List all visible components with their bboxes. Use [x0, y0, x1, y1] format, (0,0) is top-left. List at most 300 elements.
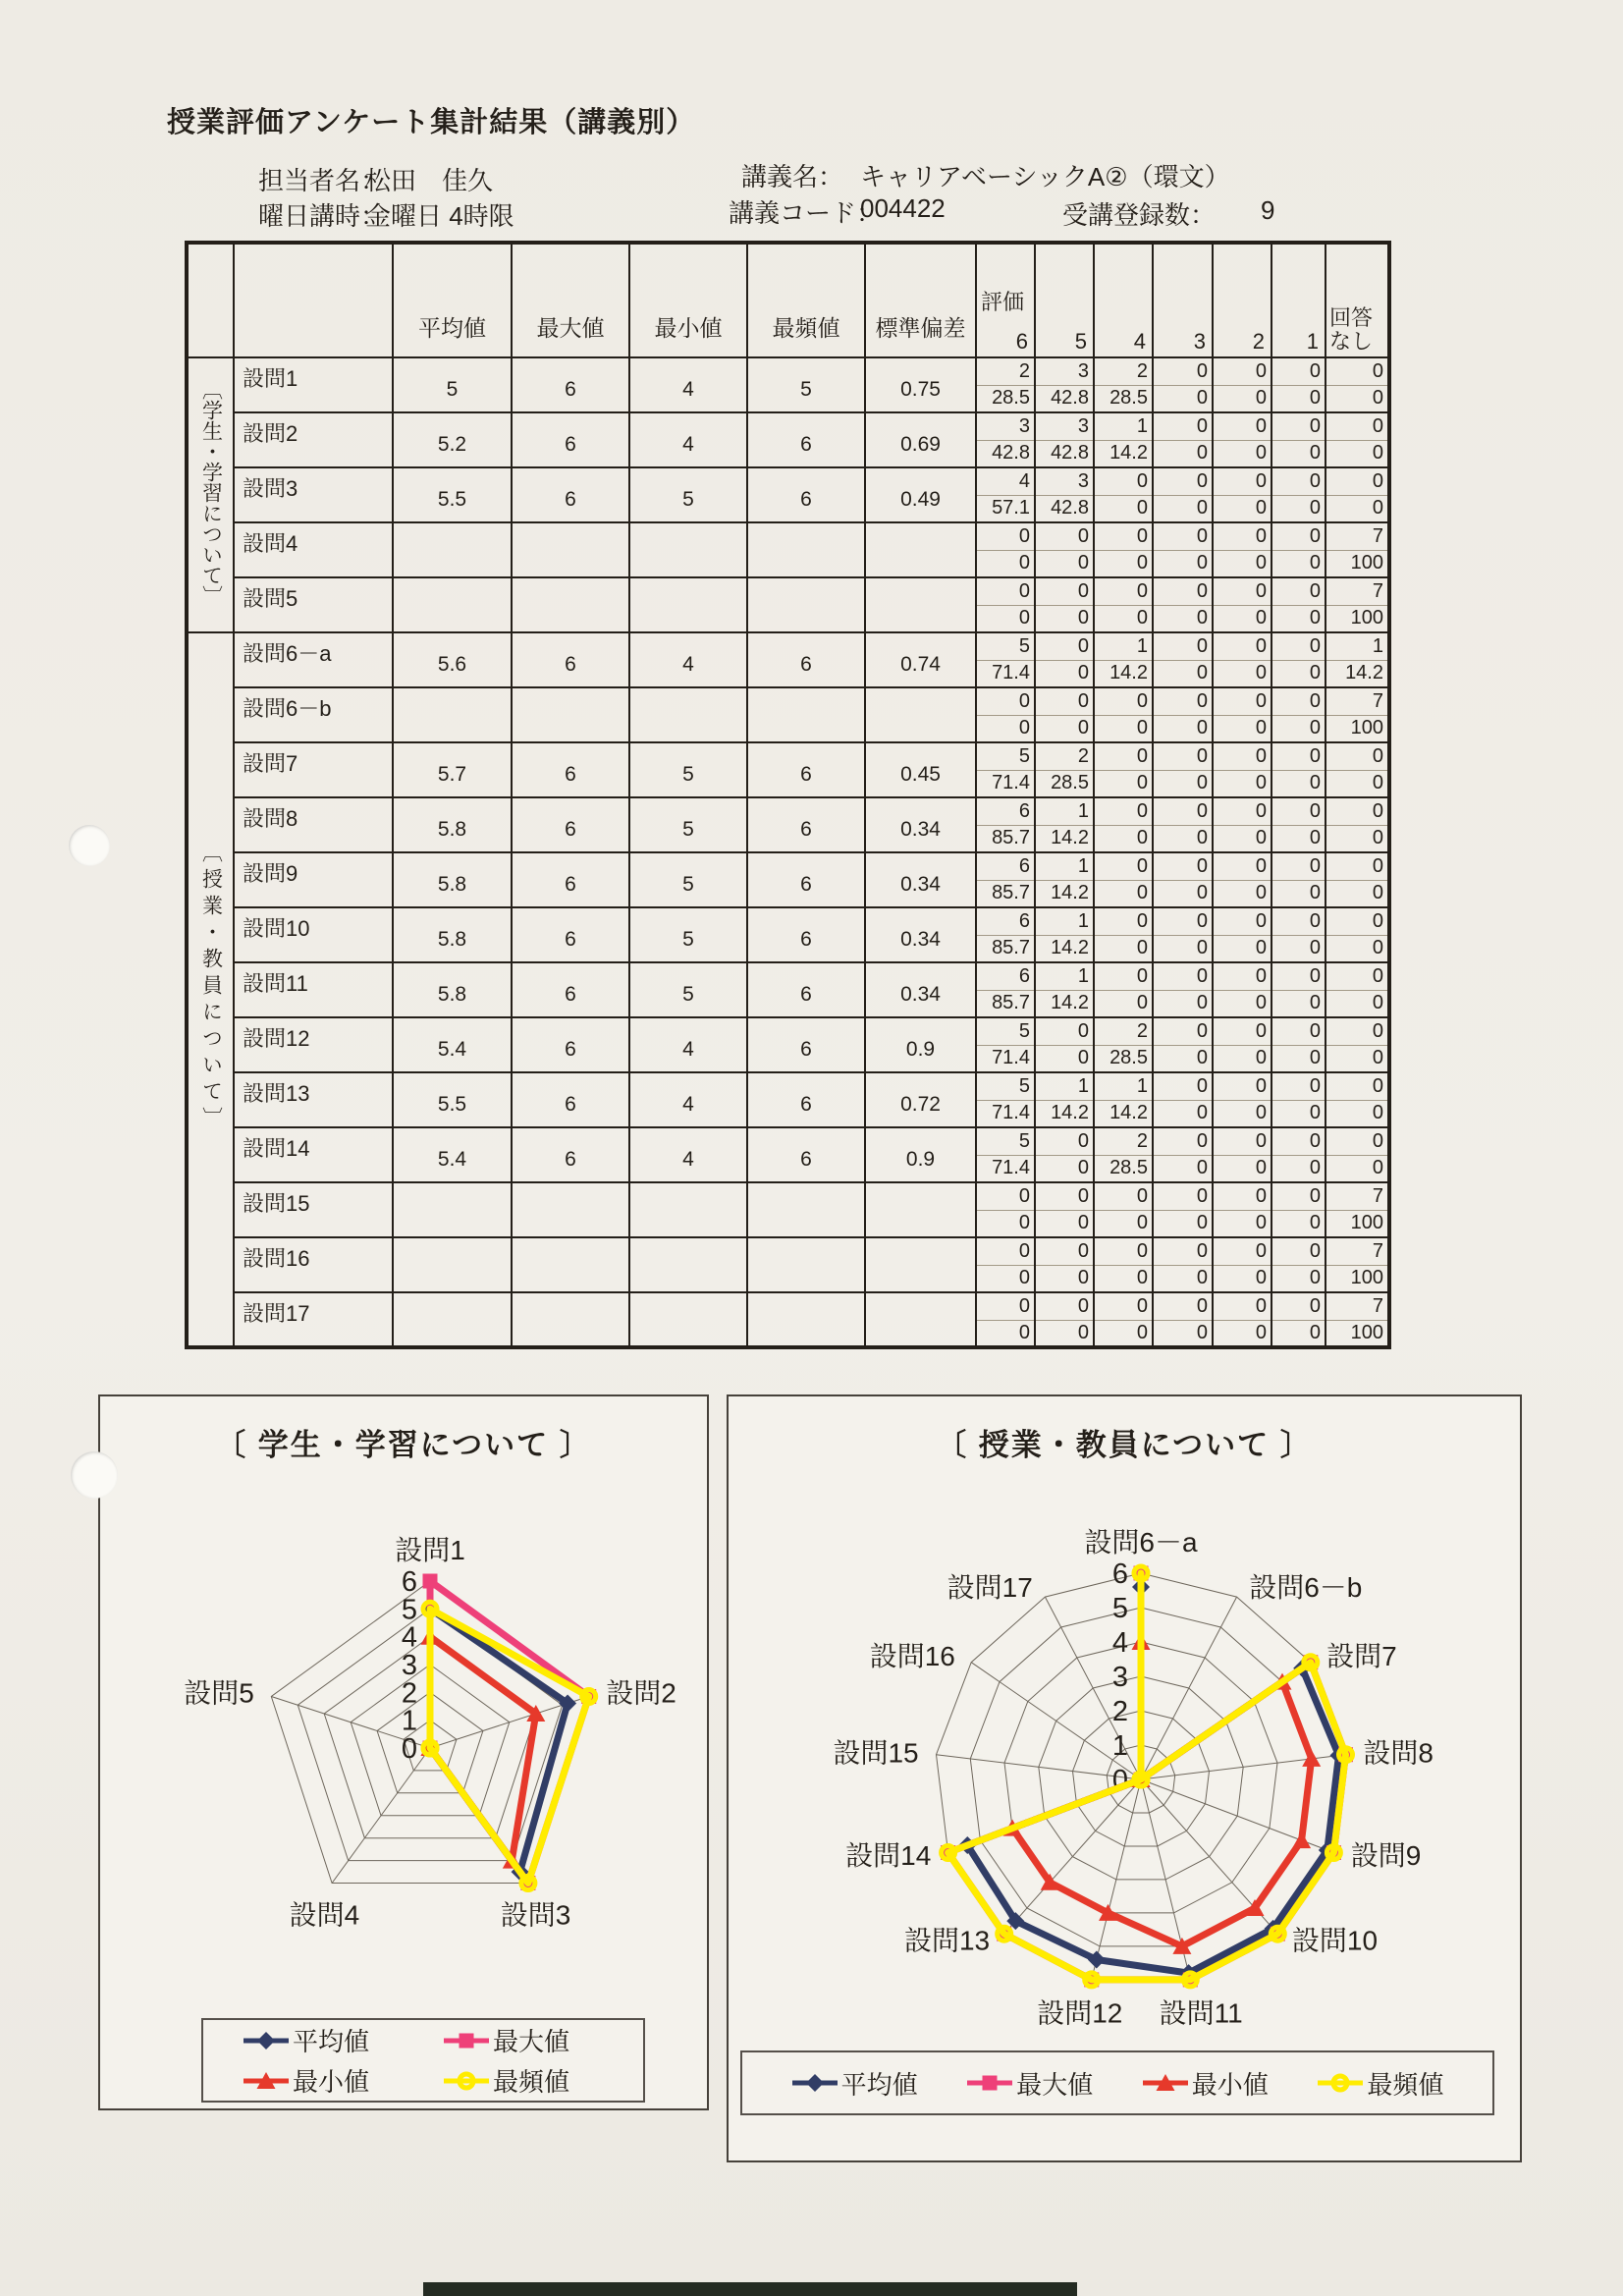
percent-cell: 0: [1094, 1320, 1153, 1347]
stat-cell: 6: [512, 962, 629, 1017]
svg-text:2: 2: [401, 1677, 417, 1710]
svg-text:5: 5: [1111, 1593, 1128, 1624]
legend-label: 平均値: [840, 2069, 918, 2100]
count-cell: 0: [1213, 1237, 1271, 1265]
count-cell: 0: [1213, 907, 1271, 935]
percent-cell: 0: [1213, 990, 1271, 1017]
percent-cell: 0: [1213, 935, 1271, 962]
percent-cell: 0: [1325, 495, 1389, 522]
question-label: 設問4: [234, 522, 393, 577]
question-label: 設問12: [234, 1017, 393, 1072]
percent-cell: 0: [1153, 1320, 1213, 1347]
table-row: [187, 1237, 1389, 1265]
stat-cell: 6: [512, 632, 629, 687]
legend-label: 最頻値: [1367, 2069, 1444, 2100]
stat-cell: 6: [512, 907, 629, 962]
percent-cell: 0: [1094, 1265, 1153, 1292]
percent-cell: 0: [1213, 770, 1271, 797]
count-cell: 0: [1035, 1017, 1094, 1045]
count-cell: 0: [1271, 357, 1325, 385]
percent-cell: 100: [1325, 605, 1389, 632]
score-header: 4: [1094, 243, 1153, 357]
percent-cell: 0: [1325, 770, 1389, 797]
svg-text:0: 0: [401, 1733, 417, 1765]
percent-cell: 0: [1271, 605, 1325, 632]
stat-cell: 6: [512, 852, 629, 907]
percent-cell: 0: [1213, 440, 1271, 467]
svg-text:5: 5: [401, 1594, 417, 1626]
legend-marker-icon: [966, 2073, 1013, 2093]
stat-cell: [747, 1182, 865, 1237]
question-label: 設問2: [234, 412, 393, 467]
percent-cell: 0: [1271, 990, 1325, 1017]
stat-cell: 6: [512, 742, 629, 797]
percent-cell: 0: [1153, 935, 1213, 962]
stat-cell: [393, 1292, 512, 1347]
legend-label: 最大値: [493, 2027, 570, 2056]
chart-title-students: 〔 学生・学習について 〕: [215, 1428, 592, 1462]
table-row: [187, 412, 1389, 440]
percent-cell: 0: [1213, 1210, 1271, 1237]
stat-cell: [629, 1237, 747, 1292]
count-cell: 7: [1325, 1182, 1389, 1210]
legend-marker-icon: [791, 2073, 839, 2093]
count-cell: 0: [1213, 412, 1271, 440]
svg-text:設問6－b: 設問6－b: [1249, 1572, 1363, 1604]
stat-cell: 6: [512, 467, 629, 522]
chart-box-students: [98, 1394, 709, 2110]
percent-cell: 0: [1271, 1320, 1325, 1347]
percent-cell: 14.2: [1035, 935, 1094, 962]
percent-cell: 0: [976, 550, 1035, 577]
stat-cell: 0.34: [865, 852, 976, 907]
count-cell: 5: [976, 632, 1035, 660]
percent-cell: 0: [1094, 880, 1153, 907]
count-cell: 2: [1094, 1127, 1153, 1155]
percent-cell: 14.2: [1035, 1100, 1094, 1127]
hole-punch: [71, 1451, 118, 1499]
stat-cell: [629, 522, 747, 577]
chart-legend-students: [201, 2018, 645, 2103]
count-cell: 0: [1094, 577, 1153, 605]
count-cell: 5: [976, 1017, 1035, 1045]
stat-cell: [865, 522, 976, 577]
percent-cell: 0: [1325, 1045, 1389, 1072]
percent-cell: 28.5: [1094, 1045, 1153, 1072]
percent-cell: 0: [1035, 715, 1094, 742]
count-cell: 0: [1213, 357, 1271, 385]
table-row: [187, 742, 1389, 770]
count-cell: 0: [1325, 357, 1389, 385]
count-cell: 7: [1325, 522, 1389, 550]
stat-cell: 5: [747, 357, 865, 412]
count-cell: 0: [976, 577, 1035, 605]
percent-cell: 71.4: [976, 660, 1035, 687]
percent-cell: 14.2: [1094, 440, 1153, 467]
percent-cell: 0: [1094, 550, 1153, 577]
table-row: [187, 577, 1389, 605]
percent-cell: 0: [1213, 385, 1271, 412]
stat-header: 最小値: [629, 243, 747, 357]
svg-text:設問7: 設問7: [1326, 1641, 1397, 1671]
day-value: 金曜日 4時限: [365, 201, 514, 231]
stat-cell: 5.8: [393, 797, 512, 852]
count-cell: 0: [1213, 467, 1271, 495]
count-cell: 0: [976, 1182, 1035, 1210]
stat-cell: 6: [747, 742, 865, 797]
count-cell: 0: [1035, 687, 1094, 715]
table-row: [187, 962, 1389, 990]
question-label: 設問8: [234, 797, 393, 852]
stat-cell: 6: [512, 797, 629, 852]
count-cell: 0: [1213, 687, 1271, 715]
svg-text:1: 1: [1111, 1730, 1128, 1762]
percent-cell: 0: [1271, 1155, 1325, 1182]
percent-cell: 0: [1094, 990, 1153, 1017]
count-cell: 2: [976, 357, 1035, 385]
count-cell: 1: [1035, 962, 1094, 990]
percent-cell: 0: [1271, 1045, 1325, 1072]
count-cell: 6: [976, 907, 1035, 935]
percent-cell: 0: [1213, 1155, 1271, 1182]
percent-cell: 0: [1153, 715, 1213, 742]
count-cell: 0: [1325, 962, 1389, 990]
count-cell: 0: [976, 1237, 1035, 1265]
percent-cell: 0: [1213, 495, 1271, 522]
count-cell: 0: [1094, 1237, 1153, 1265]
question-label: 設問16: [234, 1237, 393, 1292]
enrolled-value: 9: [1261, 195, 1275, 225]
count-cell: 6: [976, 852, 1035, 880]
percent-cell: 71.4: [976, 1155, 1035, 1182]
stat-cell: 5.4: [393, 1127, 512, 1182]
svg-text:設問5: 設問5: [184, 1677, 254, 1709]
svg-text:設問2: 設問2: [606, 1677, 676, 1709]
svg-text:0: 0: [1111, 1765, 1128, 1796]
stat-cell: [393, 577, 512, 632]
svg-text:設問1: 設問1: [395, 1535, 465, 1565]
teacher-value: 松田 佳久: [365, 166, 494, 195]
count-cell: 0: [1094, 522, 1153, 550]
question-label: 設問3: [234, 467, 393, 522]
stat-cell: [629, 577, 747, 632]
table-row: [187, 467, 1389, 495]
count-cell: 0: [1271, 797, 1325, 825]
count-cell: 0: [1271, 632, 1325, 660]
table-row: [187, 1127, 1389, 1155]
legend-item: [243, 2022, 443, 2058]
stat-cell: 4: [629, 357, 747, 412]
count-cell: 7: [1325, 1292, 1389, 1320]
count-cell: 3: [976, 412, 1035, 440]
count-cell: 5: [976, 1127, 1035, 1155]
stat-cell: [512, 1237, 629, 1292]
table-row: [187, 907, 1389, 935]
legend-label: 最頻値: [493, 2067, 570, 2097]
table-row: [187, 632, 1389, 660]
percent-cell: 14.2: [1325, 660, 1389, 687]
count-cell: 0: [1213, 1127, 1271, 1155]
stat-cell: 6: [747, 962, 865, 1017]
count-cell: 1: [1094, 412, 1153, 440]
stat-cell: 6: [747, 467, 865, 522]
percent-cell: 0: [1153, 1210, 1213, 1237]
stat-cell: 4: [629, 412, 747, 467]
legend-item: [443, 2062, 643, 2099]
stat-cell: [865, 1182, 976, 1237]
legend-item: [243, 2062, 443, 2099]
percent-cell: 0: [1035, 1265, 1094, 1292]
question-label: 設問1: [234, 357, 393, 412]
percent-cell: 0: [1271, 825, 1325, 852]
percent-cell: 71.4: [976, 770, 1035, 797]
stat-cell: [747, 687, 865, 742]
count-cell: 0: [1271, 742, 1325, 770]
score-header: 1: [1271, 243, 1325, 357]
svg-text:設問4: 設問4: [289, 1899, 360, 1931]
count-cell: 0: [1153, 467, 1213, 495]
count-cell: 0: [1271, 1017, 1325, 1045]
count-cell: 1: [1094, 632, 1153, 660]
percent-cell: 0: [1271, 550, 1325, 577]
count-cell: 3: [1035, 412, 1094, 440]
stat-cell: 6: [512, 357, 629, 412]
percent-cell: 0: [1153, 880, 1213, 907]
percent-cell: 0: [1153, 385, 1213, 412]
count-cell: 0: [1153, 632, 1213, 660]
svg-text:4: 4: [1111, 1627, 1128, 1659]
percent-cell: 42.8: [1035, 385, 1094, 412]
count-cell: 1: [1035, 1072, 1094, 1100]
stat-cell: [512, 577, 629, 632]
percent-cell: 0: [1035, 1155, 1094, 1182]
stat-cell: 6: [512, 1072, 629, 1127]
percent-cell: 0: [1325, 825, 1389, 852]
percent-cell: 0: [1153, 990, 1213, 1017]
count-cell: 0: [1094, 797, 1153, 825]
percent-cell: 0: [1213, 550, 1271, 577]
percent-cell: 0: [1325, 440, 1389, 467]
count-cell: 0: [1325, 852, 1389, 880]
percent-cell: 0: [1094, 825, 1153, 852]
percent-cell: 0: [1271, 495, 1325, 522]
legend-label: 最大値: [1016, 2069, 1094, 2100]
count-cell: 0: [1213, 1017, 1271, 1045]
eval-score-header: 評価 6: [976, 243, 1035, 357]
percent-cell: 0: [1035, 1045, 1094, 1072]
stat-cell: [393, 522, 512, 577]
count-cell: 5: [976, 1072, 1035, 1100]
stat-cell: [747, 577, 865, 632]
percent-cell: 85.7: [976, 880, 1035, 907]
question-label: 設問11: [234, 962, 393, 1017]
count-cell: 0: [1213, 797, 1271, 825]
count-cell: 0: [1325, 467, 1389, 495]
percent-cell: 0: [1094, 605, 1153, 632]
percent-cell: 85.7: [976, 990, 1035, 1017]
count-cell: 1: [1035, 852, 1094, 880]
stat-cell: 4: [629, 632, 747, 687]
percent-cell: 0: [1325, 1100, 1389, 1127]
count-cell: 0: [1271, 962, 1325, 990]
stat-cell: 6: [747, 412, 865, 467]
percent-cell: 28.5: [976, 385, 1035, 412]
legend-marker-icon: [1142, 2073, 1189, 2093]
count-cell: 0: [1153, 1072, 1213, 1100]
count-cell: 0: [1271, 522, 1325, 550]
svg-text:設問11: 設問11: [1159, 1997, 1243, 2029]
table-row: [187, 1182, 1389, 1210]
legend-marker-icon: [243, 2071, 290, 2091]
count-cell: 0: [1153, 412, 1213, 440]
percent-cell: 0: [1213, 1265, 1271, 1292]
count-cell: 2: [1035, 742, 1094, 770]
percent-cell: 0: [1153, 550, 1213, 577]
stat-cell: 0.49: [865, 467, 976, 522]
stat-cell: 5: [629, 742, 747, 797]
percent-cell: 0: [1271, 440, 1325, 467]
stat-cell: 0.9: [865, 1127, 976, 1182]
percent-cell: 0: [976, 1265, 1035, 1292]
count-cell: 0: [976, 1292, 1035, 1320]
stat-cell: 5.6: [393, 632, 512, 687]
stat-cell: 5: [629, 852, 747, 907]
percent-cell: 0: [976, 715, 1035, 742]
stat-cell: 4: [629, 1072, 747, 1127]
count-cell: 0: [1094, 962, 1153, 990]
percent-cell: 0: [1271, 935, 1325, 962]
svg-text:設問12: 設問12: [1037, 1997, 1123, 2029]
stat-cell: [747, 1237, 865, 1292]
svg-text:6: 6: [1111, 1558, 1128, 1590]
percent-cell: 0: [1325, 1155, 1389, 1182]
table-row: [187, 1017, 1389, 1045]
count-cell: 6: [976, 962, 1035, 990]
percent-cell: 28.5: [1094, 385, 1153, 412]
code-value: 004422: [860, 193, 946, 223]
percent-cell: 0: [1271, 770, 1325, 797]
percent-cell: 0: [1153, 495, 1213, 522]
svg-text:1: 1: [401, 1705, 417, 1737]
percent-cell: 0: [1153, 1100, 1213, 1127]
svg-text:4: 4: [401, 1621, 417, 1654]
stat-cell: [393, 687, 512, 742]
table-row: [187, 1292, 1389, 1320]
percent-cell: 71.4: [976, 1045, 1035, 1072]
stat-cell: 6: [747, 1017, 865, 1072]
percent-cell: 85.7: [976, 825, 1035, 852]
count-cell: 0: [1035, 577, 1094, 605]
count-cell: 0: [1325, 412, 1389, 440]
stat-header: 標準偏差: [865, 243, 976, 357]
stat-cell: [865, 577, 976, 632]
hole-punch: [69, 825, 110, 866]
stat-cell: 5.8: [393, 962, 512, 1017]
percent-cell: 0: [1153, 440, 1213, 467]
count-cell: 0: [1153, 797, 1213, 825]
count-cell: 0: [1094, 1182, 1153, 1210]
stat-cell: [512, 522, 629, 577]
count-cell: 0: [976, 522, 1035, 550]
percent-cell: 0: [1325, 880, 1389, 907]
percent-cell: 0: [976, 1210, 1035, 1237]
percent-cell: 0: [1271, 1100, 1325, 1127]
stat-cell: [747, 1292, 865, 1347]
count-cell: 0: [1213, 1182, 1271, 1210]
percent-cell: 14.2: [1094, 660, 1153, 687]
score-header: 5: [1035, 243, 1094, 357]
course-value: キャリアベーシックA②（環文）: [860, 162, 1230, 191]
svg-text:3: 3: [401, 1650, 417, 1681]
count-cell: 0: [1153, 1127, 1213, 1155]
group-label: 〔授業・教員について〕: [187, 632, 234, 1347]
stat-cell: 0.69: [865, 412, 976, 467]
percent-cell: 0: [1153, 1265, 1213, 1292]
percent-cell: 0: [1153, 825, 1213, 852]
table-row: [187, 357, 1389, 385]
percent-cell: 0: [1153, 660, 1213, 687]
count-cell: 0: [1035, 1292, 1094, 1320]
percent-cell: 14.2: [1035, 880, 1094, 907]
table-row: [187, 1072, 1389, 1100]
legend-item: [443, 2022, 643, 2058]
count-cell: 0: [1271, 412, 1325, 440]
percent-cell: 0: [1094, 495, 1153, 522]
percent-cell: 0: [1153, 1045, 1213, 1072]
count-cell: 0: [1094, 742, 1153, 770]
count-cell: 3: [1035, 467, 1094, 495]
svg-text:設問16: 設問16: [869, 1641, 955, 1671]
question-label: 設問14: [234, 1127, 393, 1182]
stat-cell: 0.72: [865, 1072, 976, 1127]
no-answer-header: 回答 なし: [1325, 243, 1389, 357]
score-header: 2: [1213, 243, 1271, 357]
count-cell: 0: [1271, 1237, 1325, 1265]
stat-cell: 4: [629, 1127, 747, 1182]
percent-cell: 0: [1094, 770, 1153, 797]
percent-cell: 0: [1213, 715, 1271, 742]
percent-cell: 28.5: [1035, 770, 1094, 797]
count-cell: 0: [1213, 852, 1271, 880]
stat-header: 平均値: [393, 243, 512, 357]
percent-cell: 0: [1153, 770, 1213, 797]
count-cell: 0: [1153, 1237, 1213, 1265]
count-cell: 1: [1035, 907, 1094, 935]
svg-text:6: 6: [401, 1566, 417, 1598]
stat-cell: 6: [747, 1072, 865, 1127]
svg-text:設問14: 設問14: [845, 1840, 932, 1871]
percent-cell: 0: [1213, 1320, 1271, 1347]
svg-text:設問3: 設問3: [500, 1899, 571, 1931]
percent-cell: 0: [1325, 935, 1389, 962]
score-header: 3: [1153, 243, 1213, 357]
count-cell: 0: [1153, 907, 1213, 935]
count-cell: 0: [1035, 1182, 1094, 1210]
count-cell: 5: [976, 742, 1035, 770]
count-cell: 0: [1271, 1072, 1325, 1100]
stat-cell: [512, 687, 629, 742]
count-cell: 0: [1153, 742, 1213, 770]
legend-marker-icon: [243, 2031, 290, 2050]
percent-cell: 71.4: [976, 1100, 1035, 1127]
code-label: 講義コード：: [729, 198, 883, 228]
stat-cell: 0.34: [865, 962, 976, 1017]
stat-cell: 5.5: [393, 1072, 512, 1127]
stat-cell: [747, 522, 865, 577]
count-cell: 1: [1325, 632, 1389, 660]
percent-cell: 0: [1035, 1210, 1094, 1237]
stat-cell: 6: [747, 1127, 865, 1182]
